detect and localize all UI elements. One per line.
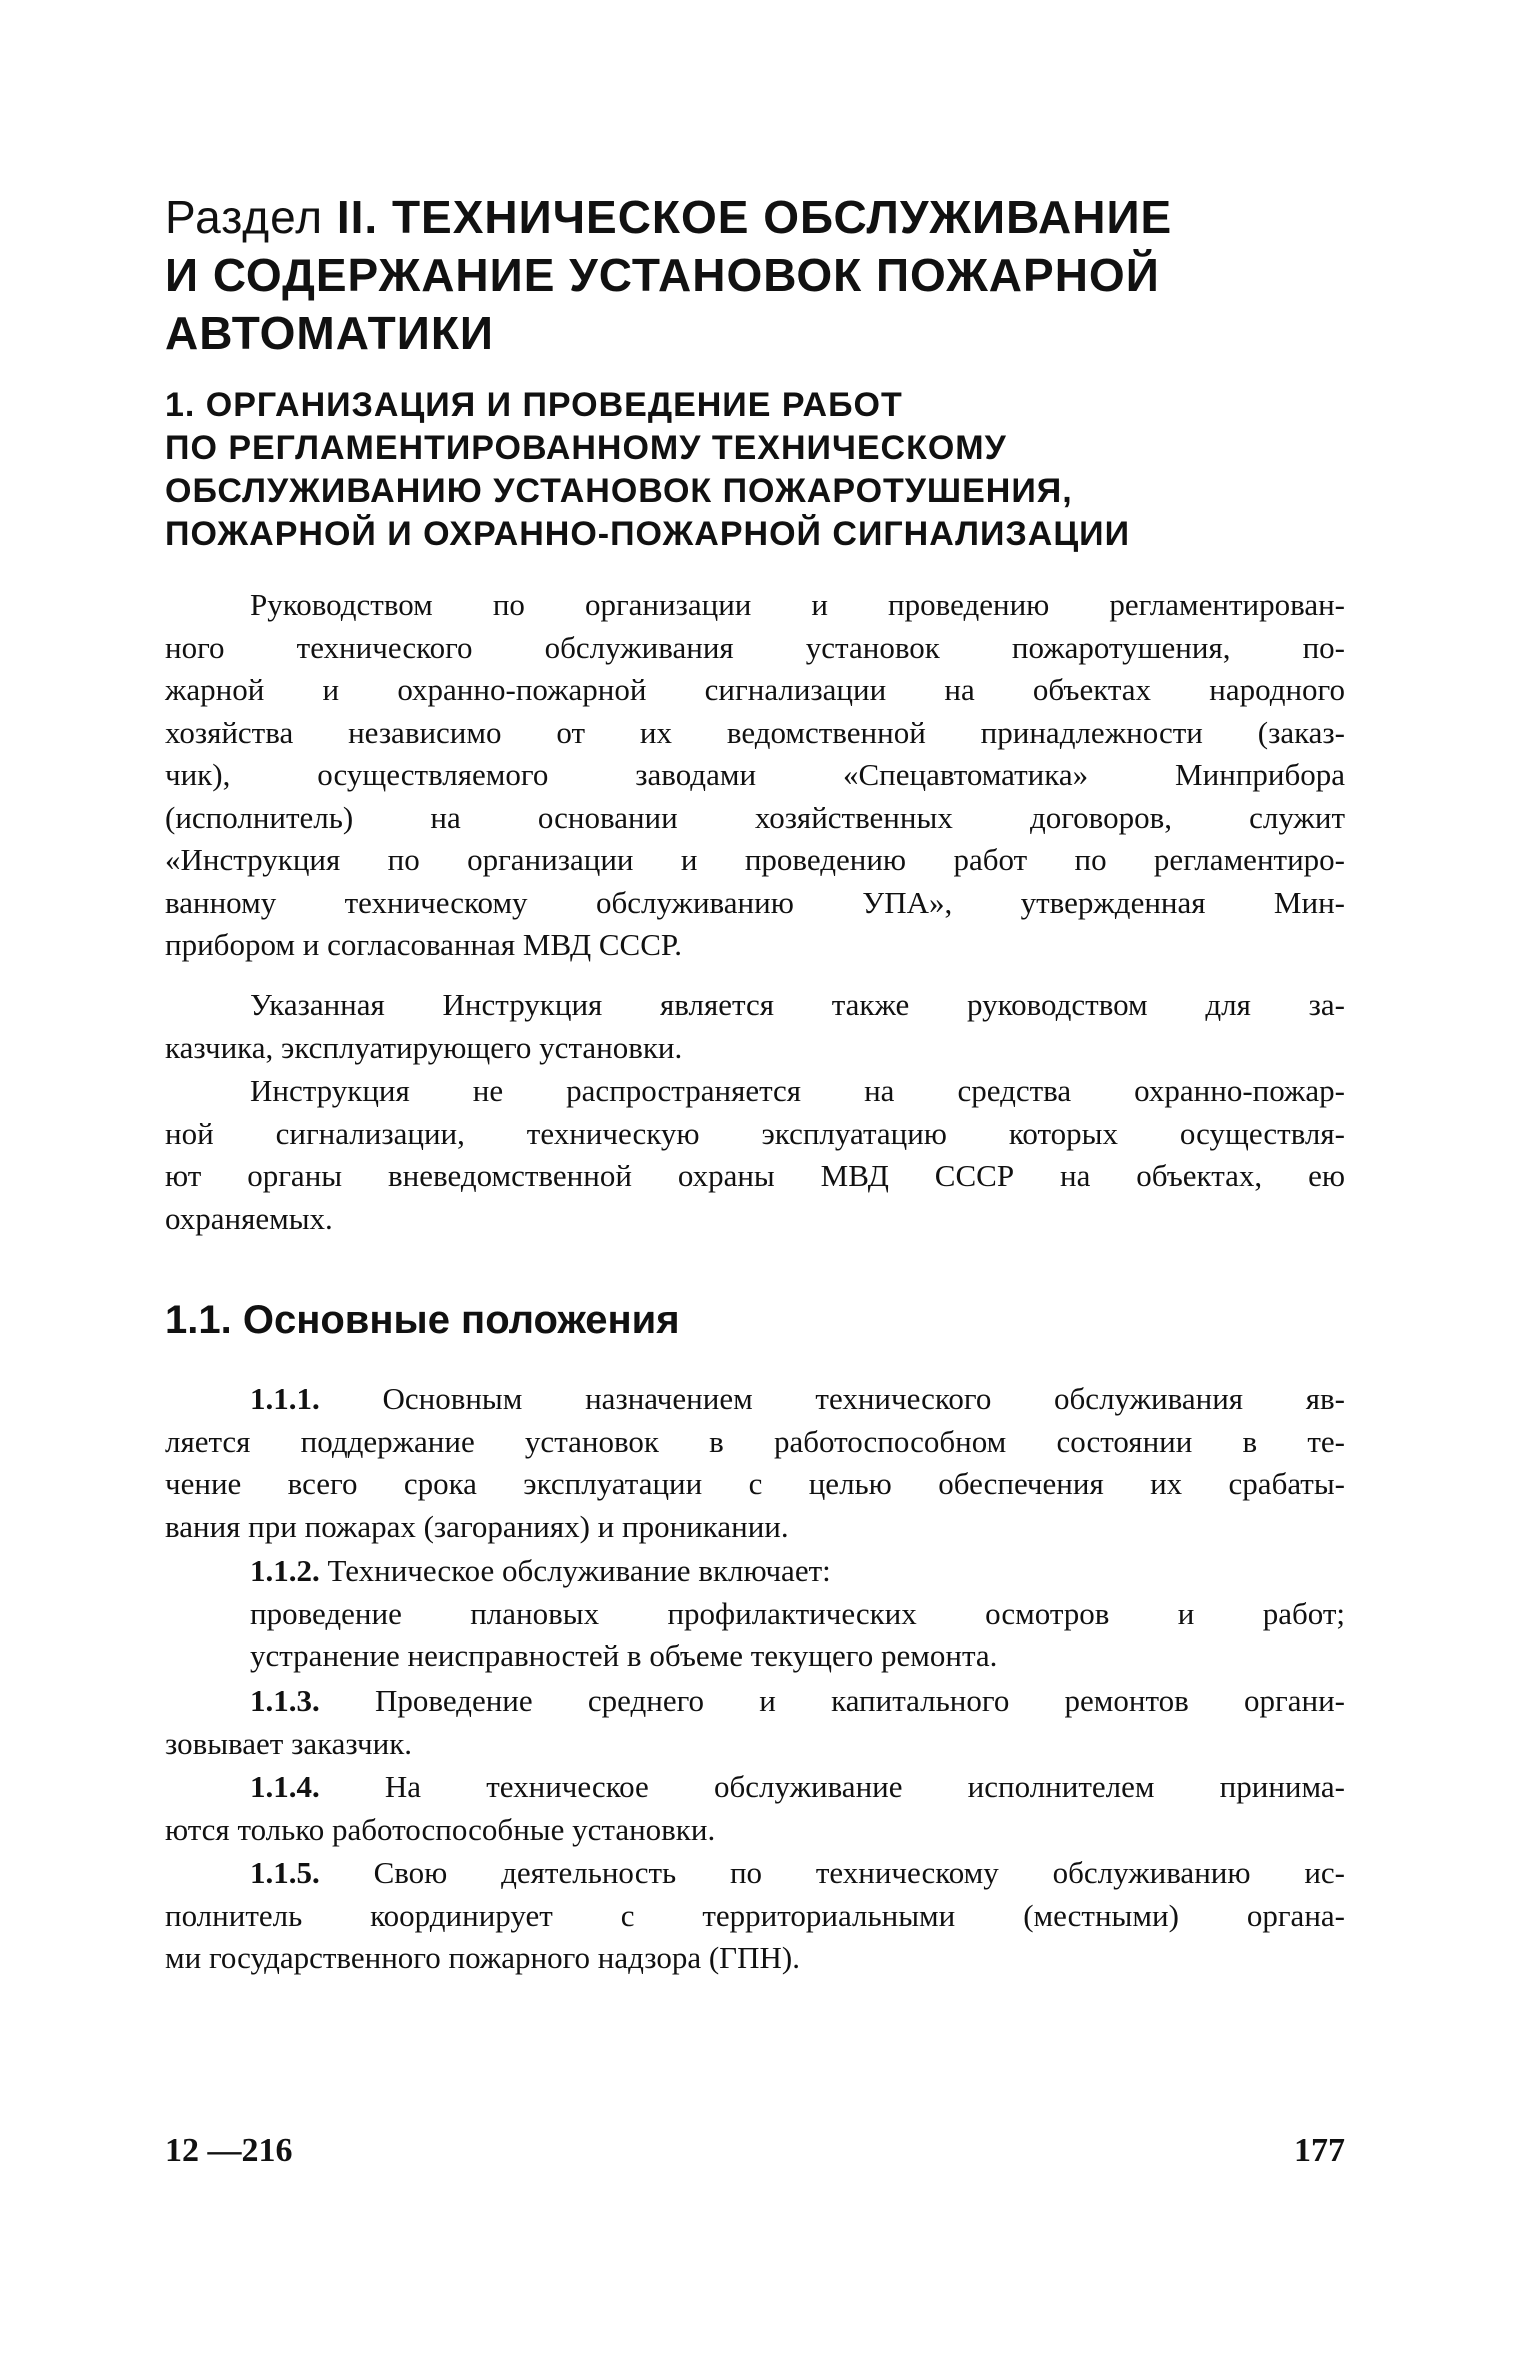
clause-1-1-5 bbox=[165, 1852, 1345, 1980]
clause-text: Свою деятельность по техническому обслуживанию ис- bbox=[373, 1855, 1346, 1890]
text-line: Указанная Инструкция является также руководством для за- bbox=[250, 987, 1345, 1022]
text-line bbox=[165, 1550, 1345, 1593]
clause-1-1-2 bbox=[165, 1550, 1345, 1678]
intro-paragraph-1 bbox=[165, 584, 1345, 967]
text-line: устранение неисправностей в объеме текущего ремонта. bbox=[250, 1638, 998, 1673]
clause-text: Техническое обслуживание включает: bbox=[327, 1553, 831, 1588]
clause-number: 1.1.1. bbox=[250, 1381, 320, 1416]
clause-text: На техническое обслуживание исполнителем принима- bbox=[384, 1769, 1346, 1804]
text-line: ной сигнализации, техническую эксплуатацию которых осуществля- bbox=[165, 1115, 1345, 1151]
text-line bbox=[165, 1852, 1345, 1895]
text-line: ляется поддержание установок в работоспособном состоянии в те- bbox=[165, 1423, 1345, 1459]
text-line: охраняемых. bbox=[165, 1200, 333, 1236]
intro-paragraph-2 bbox=[165, 984, 1345, 1069]
clause-text: Проведение среднего и капитального ремонтов органи- bbox=[374, 1683, 1345, 1718]
text-line: Инструкция не распространяется на средства охранно-пожар- bbox=[250, 1073, 1345, 1108]
chapter-title-line: ПОЖАРНОЙ И ОХРАННО-ПОЖАРНОЙ СИГНАЛИЗАЦИИ bbox=[165, 515, 1131, 553]
clause-number: 1.1.2. bbox=[250, 1553, 320, 1588]
clause-text: Основным назначением технического обслуживания яв- bbox=[382, 1381, 1345, 1416]
text-line: казчика, эксплуатирующего установки. bbox=[165, 1029, 683, 1065]
clause-1-1-3 bbox=[165, 1680, 1345, 1765]
text-line: «Инструкция по организации и проведению работ по регламентиро- bbox=[165, 842, 1345, 877]
chapter-title-line: 1. ОРГАНИЗАЦИЯ И ПРОВЕДЕНИЕ РАБОТ bbox=[165, 386, 903, 424]
section-title-line: II. ТЕХНИЧЕСКОЕ ОБСЛУЖИВАНИЕ bbox=[336, 191, 1173, 243]
text-line: хозяйства независимо от их ведомственной принадлежности (заказ- bbox=[165, 714, 1345, 750]
printer-signature: 12 —216 bbox=[165, 2132, 293, 2169]
chapter-title-line: ОБСЛУЖИВАНИЮ УСТАНОВОК ПОЖАРОТУШЕНИЯ, bbox=[165, 472, 1073, 510]
clause-number: 1.1.4. bbox=[250, 1769, 320, 1804]
text-line: прибором и согласованная МВД СССР. bbox=[165, 927, 682, 962]
intro-paragraph-3 bbox=[165, 1070, 1345, 1240]
clause-1-1-4 bbox=[165, 1766, 1345, 1851]
text-line: (исполнитель) на основании хозяйственных договоров, служит bbox=[165, 799, 1345, 835]
text-line bbox=[165, 1378, 1345, 1421]
text-line: ми государственного пожарного надзора (ГПН). bbox=[165, 1940, 800, 1975]
text-line: полнитель координирует с территориальными (местными) органа- bbox=[165, 1897, 1345, 1933]
text-line: Руководством по организации и проведению регламентирован- bbox=[250, 587, 1345, 622]
text-line bbox=[165, 1766, 1345, 1809]
section-title bbox=[165, 188, 1365, 362]
text-line: вания при пожарах (загораниях) и проникании. bbox=[165, 1508, 789, 1544]
section-prefix: Раздел bbox=[165, 191, 324, 243]
clause-number: 1.1.5. bbox=[250, 1855, 320, 1890]
text-line: ванному техническому обслуживанию УПА», утвержденная Мин- bbox=[165, 884, 1345, 920]
clause-1-1-1 bbox=[165, 1378, 1345, 1548]
text-line: жарной и охранно-пожарной сигнализации на объектах народного bbox=[165, 672, 1345, 707]
subsection-title: 1.1. Основные положения bbox=[165, 1298, 680, 1342]
text-line: чение всего срока эксплуатации с целью обеспечения их срабаты- bbox=[165, 1466, 1345, 1501]
section-title-line: АВТОМАТИКИ bbox=[165, 307, 494, 359]
page-number: 177 bbox=[1294, 2132, 1345, 2169]
text-line: зовывает заказчик. bbox=[165, 1725, 413, 1761]
text-line bbox=[165, 1680, 1345, 1723]
text-line: проведение плановых профилактических осмотров и работ; bbox=[250, 1595, 1345, 1631]
chapter-title bbox=[165, 384, 1365, 556]
chapter-title-line: ПО РЕГЛАМЕНТИРОВАННОМУ ТЕХНИЧЕСКОМУ bbox=[165, 429, 1007, 467]
text-line: ного технического обслуживания установок пожаротушения, по- bbox=[165, 629, 1345, 665]
clause-number: 1.1.3. bbox=[250, 1683, 320, 1718]
text-line: ют органы вневедомственной охраны МВД СССР на объектах, ею bbox=[165, 1158, 1345, 1193]
text-line: ются только работоспособные установки. bbox=[165, 1811, 716, 1847]
text-line: чик), осуществляемого заводами «Спецавтоматика» Минприбора bbox=[165, 757, 1345, 792]
section-title-line: И СОДЕРЖАНИЕ УСТАНОВОК ПОЖАРНОЙ bbox=[165, 249, 1160, 301]
